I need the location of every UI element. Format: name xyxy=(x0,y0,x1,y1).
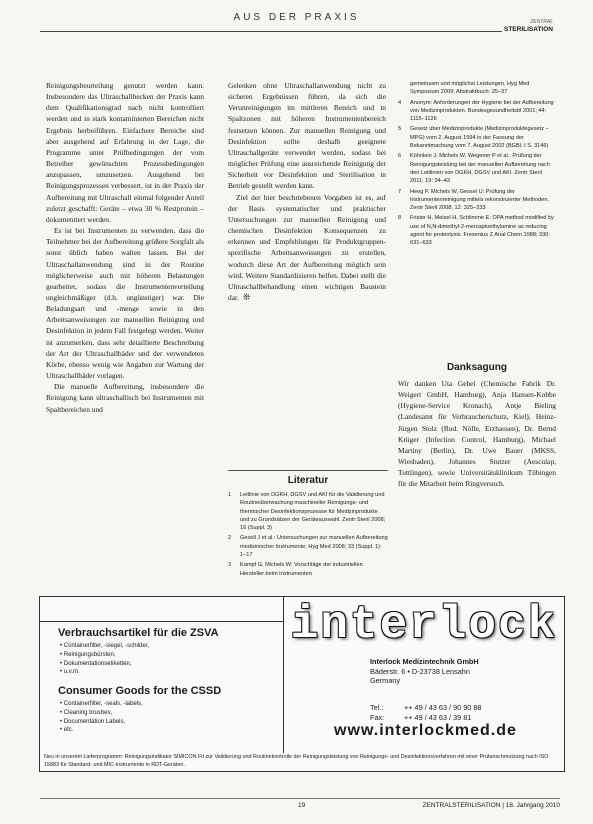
page-number: 19 xyxy=(298,802,306,809)
end-mark-icon: ❊ xyxy=(242,291,251,302)
ad-list-item: • Containerfilter, -siegel, -schilder, xyxy=(60,642,149,651)
journal-logo xyxy=(493,18,553,34)
fax-line xyxy=(370,713,482,723)
acknowledgement-text: Wir danken Uta Gebel (Chemische Fabrik Dr. Weigert GmbH, Hamburg), Anja Hansen-Kobbe (Hygiene-Service Kronach), Antje Bieling (Landesamt für Verbraucherschutz, Kiel), Heinz-Jürgen Stolz (Rud. Nölle, Erzhausen), Dr. Bernd Krüger (Infection Control, Hamburg), Michael Martiny (Berlin), Dr. Uwe Bauer (MKSS, Wiesbaden), Johannes Stutzer (Aesculap, Tuttlingen), sowie Universitätsklinikum Tübingen für die Mitarbeit beim Ringversuch. xyxy=(398,379,556,489)
reference-number: 5 xyxy=(398,126,402,133)
header-rule xyxy=(40,31,502,32)
ad-heading-en: Consumer Goods for the CSSD xyxy=(58,685,222,697)
reference-item xyxy=(398,152,556,185)
paragraph: Die manuelle Aufbereitung, insbesondere die Reinigung kann ultraschallisch bei Instrumenten mit Spaltbereichen und xyxy=(46,382,204,414)
ad-list-item: • Documentation Labels, xyxy=(60,718,143,727)
reference-text: Köhnlein J, Michels W, Wegener P et al.: Prüfung der Reinigungsleistung bei der manuellen Aufbereitung nach den Leitlinien von DGKH, DGSV und AKI. Zentr Steril 2011; 19: 34–43 xyxy=(410,153,550,185)
logo-line1: ZENTRAL xyxy=(530,19,553,25)
reference-text: Kampf G, Michels W: Vorschläge der industriellen Hersteller beim Instrumenten xyxy=(240,562,363,577)
logo-line2: STERILISATION xyxy=(504,26,553,33)
literature-section xyxy=(228,470,388,580)
footer-rule xyxy=(40,798,560,799)
ad-list-item: • etc. xyxy=(60,726,143,735)
ad-footnote: Neu in unserem Lieferprogramm: Reinigungsindikator SIMICON Fit zur Validierung und Routinekontrolle der Reinigungsleistung von Reinigungs- und Desinfektionsverfahren mit einer Prüfanschmutzung nach ISO 15883 für Standard- und MIC-Instrumente in RDT-Geräten. xyxy=(44,754,549,768)
ad-list-item: • u.v.m. xyxy=(60,668,149,677)
acknowledgement-section xyxy=(398,362,556,490)
ad-list-en xyxy=(60,700,143,735)
fax-number: ++ 49 / 43 63 / 39 81 xyxy=(404,712,472,722)
reference-text: gemeinsam und möglichst Leistungen. Hyg Med Symposium 2009; Abstraktbuch: 25–37 xyxy=(410,81,530,96)
reference-item xyxy=(228,561,388,578)
fax-label: Fax: xyxy=(370,712,385,722)
brand-logo: interlock xyxy=(290,599,558,651)
literature-heading: Literatur xyxy=(287,475,329,486)
reference-item xyxy=(398,214,556,247)
paragraph: Es ist bei Instrumenten zu verwenden, dass die Teilnehmer bei der Aufbereitung größere Sorgfalt als sonst üblich haben walten lassen. Bei der Ultraschallanwendung sind in der Routine möglicherweise auch mit höheren Belastungen gearbeitet, sodass die Instrumentenverteilung ungleichmäßiger (d.h. ungünstiger) war. Die Beladungsart und -menge sowie in den Arbeitsanweisungen zur manuellen Reinigung und Desinfektion in jedem Fall festgelegt werden. Weiter ist anzumerken, dass sehr detaillierte Beschreibung der Art der Ultraschallbäder und der verwendeten Körbe, ebenso wenig wie Angaben zur Wartung der Ultraschallbäder vorlagen. xyxy=(46,226,204,381)
reference-text: Gesell J et al.: Untersuchungen zur manuellen Aufbereitung medizinischer Instrumente. Hyg Med 2008; 33 (Suppl. 1): 1–17 xyxy=(240,535,388,559)
company-street: Bäderstr. 6 • D-23738 Lensahn xyxy=(370,666,470,676)
advertisement xyxy=(39,596,565,772)
reference-item xyxy=(228,534,388,559)
paragraph: Reinigungsbeurteilung genutzt werden kann. Insbesondere das Ultraschallbecken der Praxis kann dem Qualifikationsgrad nach nicht kontrolliert werden und in stark kontaminierten Bereichen nicht Ergebnis herbeiführen. Einfachere Bereiche sind aber ausgehend auf Erfahrung in der Lage, die Programme unter Prüfbedingungen der vom Betreiber gewünschten Prozessbedingungen anzupassen, umzusetzen. Ausgehend bei Reinigungsprozessen verbessert, ist in der Praxis der Aufbereitung mit Ultraschall einmal folgender Anteil zuletzt geschafft: Geräte – etwa 30 % Restprotein – dokumentiert werden. xyxy=(46,81,204,224)
reference-list xyxy=(228,491,388,578)
paragraph xyxy=(228,192,386,304)
reference-list-continued xyxy=(398,80,556,248)
paragraph: Gelenken ohne Ultraschallanwendung nicht zu sicheren Ergebnissen führen, da sich die Verunreinigungen im mittleren Bereich und in Spaltzonen mit höheren Instrumentenbereich festsetzen können. Zur manuellen Reinigung und Desinfektion sollte deshalb geeignete Ultraschallgeräte verwendet werden, sodass bei möglicher Prüfung eine ausreichende Reinigung der Sicherheit vor Desinfektion und Sterilisation in Betrieb gestellt werden kann. xyxy=(228,81,386,191)
ad-list-item: • Containerfilter, -seals, -labels, xyxy=(60,700,143,709)
phone-line xyxy=(370,703,482,713)
ad-list-item: • Dokumentationsetiketten, xyxy=(60,660,149,669)
reference-text: Gesetz über Medizinprodukte (Medizinproduktegesetz – MPG) vom 2. August 1994 in der Fassung der Bekanntmachung vom 7. August 2002 (BGBl. I S. 3146) xyxy=(410,126,549,150)
reference-number: 1 xyxy=(228,492,232,498)
ad-heading-de: Verbrauchsartikel für die ZSVA xyxy=(58,627,219,639)
reference-number: 3 xyxy=(228,562,232,569)
paragraph-text: Ziel der hier beschriebenen Vorgaben ist es, auf der Basis systematischer und praktischer Untersuchungen zur manuellen Reinigung und chemischen Desinfektion Konsequenzen zu erkennen und Empfehlungen für Produktgruppen-spezifische Arbeitsanweisungen zu erstellen, wodurch diese Art der Aufbereitung möglich sein wird. Weitere Standardisieren helfen. Dabei stellt die Ultraschallbehandlung einen wichtigen Baustein dar. xyxy=(228,192,386,302)
reference-number: 4 xyxy=(398,99,402,106)
reference-item xyxy=(228,491,388,532)
company-name: Interlock Medizintechnik GmbH xyxy=(370,657,479,666)
reference-text: Frister H, Meisel H, Schlimme E: OPA method modified by use of N,N-dimethyl-2-mercaptoethylamine as reducing agent for proteolysis. Fresenius Z Anal Chem 1988; 330: 631–633 xyxy=(410,215,554,247)
reference-number: 8 xyxy=(398,215,402,222)
reference-number: 6 xyxy=(398,153,402,160)
company-contact xyxy=(370,703,482,722)
acknowledgement-heading: Danksagung xyxy=(446,362,507,373)
divider xyxy=(40,621,283,622)
company-address xyxy=(370,657,550,686)
section-title: AUS DER PRAXIS xyxy=(233,12,360,23)
page-header xyxy=(40,12,553,38)
reference-number xyxy=(398,80,410,97)
reference-number: 2 xyxy=(228,535,232,542)
reference-item xyxy=(398,99,556,124)
journal-citation: ZENTRALSTERILISATION | 18. Jahrgang 2010 xyxy=(422,802,560,809)
reference-item xyxy=(398,188,556,213)
ad-list-item: • Reinigungsbürsten, xyxy=(60,651,149,660)
reference-item xyxy=(398,125,556,150)
reference-text: Leitlinie von DGKH, DGSV und AKI für die Validierung und Routineüberwachung maschineller Reinigungs- und thermischer Desinfektionsprozesse für Medizinprodukte und zu Grundsätzen der Geräteauswahl. Zentr Steril 2008; 16 (Suppl. 3) xyxy=(240,492,386,532)
reference-text: Anonym: Anforderungen der Hygiene bei der Aufbereitung von Medizinprodukten. Bundesgesundheitsbl 2001; 44: 1115–1126 xyxy=(410,99,554,123)
company-country: Germany xyxy=(370,676,401,685)
ad-list-de xyxy=(60,642,149,677)
phone-number: ++ 49 / 43 63 / 90 90 88 xyxy=(404,703,482,712)
phone-label: Tel.: xyxy=(370,703,384,712)
text-column-1 xyxy=(46,80,204,415)
text-column-2 xyxy=(228,80,386,303)
text-column-3 xyxy=(398,80,556,250)
divider xyxy=(228,470,388,471)
ad-list-item: • Cleaning brushes, xyxy=(60,709,143,718)
ad-company-panel xyxy=(284,597,564,753)
ad-product-panel xyxy=(40,597,284,753)
reference-text: Heeg P, Michels W, Gessel U: Prüfung der Instrumentenreinigung mittels rekonstruierter Methoden. Zentr Steril 2008; 12: 325–333 xyxy=(410,188,549,212)
company-website[interactable]: www.interlockmed.de xyxy=(334,722,517,739)
reference-number: 7 xyxy=(398,188,402,195)
reference-item xyxy=(398,80,556,97)
